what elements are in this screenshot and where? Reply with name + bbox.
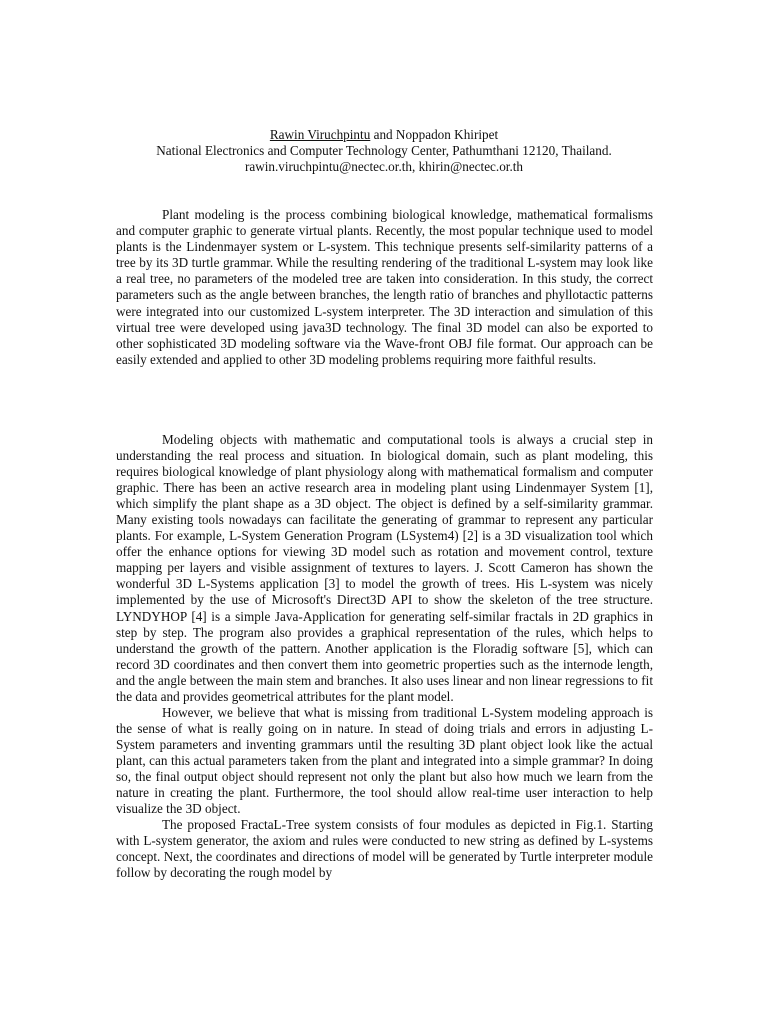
body-paragraph-3: The proposed FractaL-Tree system consists of four modules as depicted in Fig.1. Starting with L-system generator, the axiom and rules were conducted to new string as defined by L-systems concept. Next, the coordinates and directions of model will be generated by Turtle interpreter module follow by decorating the rough model by: [116, 817, 653, 881]
abstract-paragraph: Plant modeling is the process combining biological knowledge, mathematical formalisms and computer graphic to generate virtual plants. Recently, the most popular technique used to model plants is the Lindenmayer system or L-system. This technique presents self-similarity patterns of a tree by its 3D turtle grammar. While the resulting rendering of the traditional L-system may look like a real tree, no parameters of the modeled tree are taken into consideration. In this study, the correct parameters such as the angle between branches, the length ratio of branches and phyllotactic patterns were integrated into our customized L-system interpreter. The 3D interaction and simulation of this virtual tree were developed using java3D technology. The final 3D model can also be exported to other sophisticated 3D modeling software via the Wave-front OBJ file format. Our approach can be easily extended and applied to other 3D modeling problems requiring more faithful results.: [116, 207, 653, 367]
author-2-name: and Noppadon Khiripet: [370, 127, 499, 142]
author-block: [88, 127, 680, 175]
body-paragraph-2: However, we believe that what is missing from traditional L-System modeling approach is the sense of what is really going on in nature. In stead of doing trials and errors in adjusting L-System parameters and inventing grammars until the resulting 3D plant object look like the actual plant, can this actual parameters taken from the plant and integrated into a simple grammar? In doing so, the final output object should represent not only the plant but also how much we learn from the nature in creating the plant. Furthermore, the tool should allow real-time user interaction to help visualize the 3D object.: [116, 704, 653, 817]
author-emails: rawin.viruchpintu@nectec.or.th, khirin@nectec.or.th: [244, 159, 524, 174]
body-paragraph-1: Modeling objects with mathematic and computational tools is always a crucial step in understanding the real process and situation. In biological domain, such as plant modeling, this requires biological knowledge of plant physiology along with mathematical formalism and computer graphic. There has been an active research area in modeling plant using Lindenmayer System [1], which simplify the plant shape as a 3D object. The object is defined by a self-similarity grammar. Many existing tools nowadays can facilitate the generating of grammar to represent any particular plants. For example, L-System Generation Program (LSystem4) [2] is a 3D visualization tool which offer the enhance options for viewing 3D model such as rotation and movement control, texture mapping per layers and visible assignment of textures to layers. J. Scott Cameron has shown the wonderful 3D L-Systems application [3] to model the growth of trees. His L-system was nicely implemented by the use of Microsoft's Direct3D API to show the skeleton of the tree structure. LYNDYHOP [4] is a simple Java-Application for generating self-similar fractals in 2D graphics in step by step. The program also provides a graphical representation of the rules, which helps to understand the growth of the pattern. Another application is the Floradig software [5], which can record 3D coordinates and then convert them into geometric properties such as the internode length, and the angle between the main stem and branches. It also uses linear and non linear regressions to fit the data and provides geometrical attributes for the plant model.: [116, 432, 653, 704]
author-1-name: Rawin Viruchpintu: [269, 127, 371, 142]
author-line: [88, 127, 680, 143]
affiliation: National Electronics and Computer Technology Center, Pathumthani 12120, Thailand.: [156, 143, 612, 158]
body-section: [116, 432, 653, 881]
